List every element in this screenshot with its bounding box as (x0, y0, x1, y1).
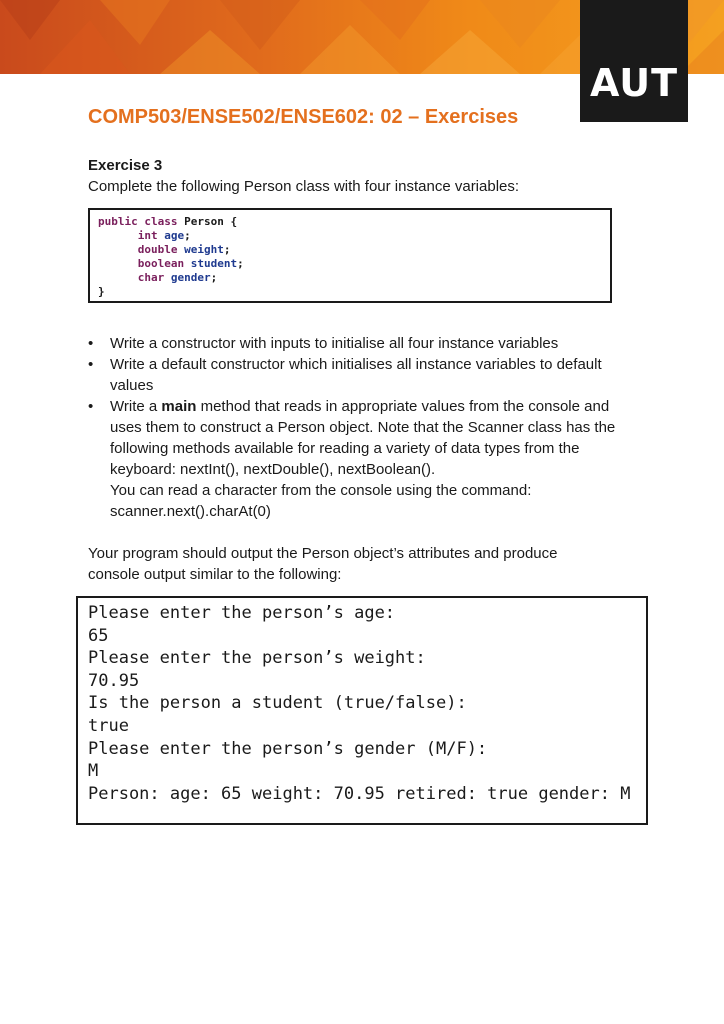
list-item-text: scanner.next().charAt(0) (110, 503, 271, 520)
aut-logo (580, 0, 688, 122)
code-box (88, 208, 612, 303)
aut-logo-text: AUT (589, 61, 679, 105)
code-line-6 (98, 285, 610, 299)
console-line: M (88, 761, 99, 782)
output-description (88, 543, 608, 585)
console-line: true (88, 715, 129, 736)
list-item-text: values (110, 377, 154, 394)
code-identifier: weight (184, 243, 224, 256)
console-line: Please enter the person’s weight: (88, 648, 426, 669)
code-identifier: student (190, 257, 238, 270)
bullet-icon: • (88, 398, 94, 415)
output-description-line: console output similar to the following: (88, 566, 342, 583)
code-identifier: age (164, 229, 185, 242)
exercise-intro: Complete the following Person class with four instance variables: (88, 178, 520, 195)
list-item (88, 396, 648, 522)
list-item-text: uses them to construct a Person object. Note that the Scanner class has the (110, 419, 616, 436)
code-keyword: double (137, 243, 178, 256)
code-text: Person { (184, 215, 238, 228)
code-line-4 (98, 257, 610, 271)
list-item-text: following methods available for reading a variety of data types from the (110, 440, 580, 457)
code-text: } (98, 285, 105, 298)
page-title: COMP503/ENSE502/ENSE602: 02 – Exercises (88, 106, 519, 128)
console-line: Is the person a student (true/false): (88, 693, 467, 714)
code-punct: ; (184, 229, 191, 242)
console-line: Please enter the person’s gender (M/F): (88, 738, 488, 759)
list-item-text: Write a constructor with inputs to initialise all four instance variables (110, 335, 559, 352)
main-keyword: main (161, 398, 197, 415)
code-keyword: boolean (137, 257, 185, 270)
code-punct: ; (210, 271, 218, 284)
code-punct: ; (237, 257, 244, 270)
code-line-2 (98, 229, 610, 243)
console-line: 70.95 (88, 670, 140, 691)
list-item-text: Write a default constructor which initialises all instance variables to default (110, 356, 602, 373)
list-item-text: keyboard: nextInt(), nextDouble(), nextBoolean(). (110, 461, 436, 478)
code-identifier: gender (170, 271, 211, 284)
code-keyword: int (137, 229, 158, 242)
output-description-line: Your program should output the Person object’s attributes and produce (88, 545, 558, 562)
exercise-heading: Exercise 3 (88, 157, 163, 174)
bullet-icon: • (88, 356, 94, 373)
list-item-text-part: method that reads in appropriate values from the console and (196, 398, 610, 415)
list-item (88, 333, 648, 354)
code-line-5 (98, 271, 610, 285)
console-line: 65 (88, 625, 109, 646)
code-punct: ; (223, 243, 231, 256)
bullet-icon: • (88, 335, 94, 352)
code-line-3 (98, 243, 610, 257)
console-line: Person: age: 65 weight: 70.95 retired: true gender: M (88, 783, 631, 804)
list-item-text: You can read a character from the console using the command: (110, 482, 532, 499)
console-line: Please enter the person’s age: (88, 603, 396, 623)
code-keyword: char (137, 271, 165, 284)
task-list (88, 333, 648, 522)
console-output-box (76, 596, 648, 825)
code-line-1 (98, 215, 610, 229)
code-keyword: public (98, 215, 138, 228)
code-keyword: class (144, 215, 178, 228)
list-item (88, 354, 648, 396)
list-item-text-part: Write a (110, 398, 162, 415)
list-item-text (110, 396, 648, 417)
